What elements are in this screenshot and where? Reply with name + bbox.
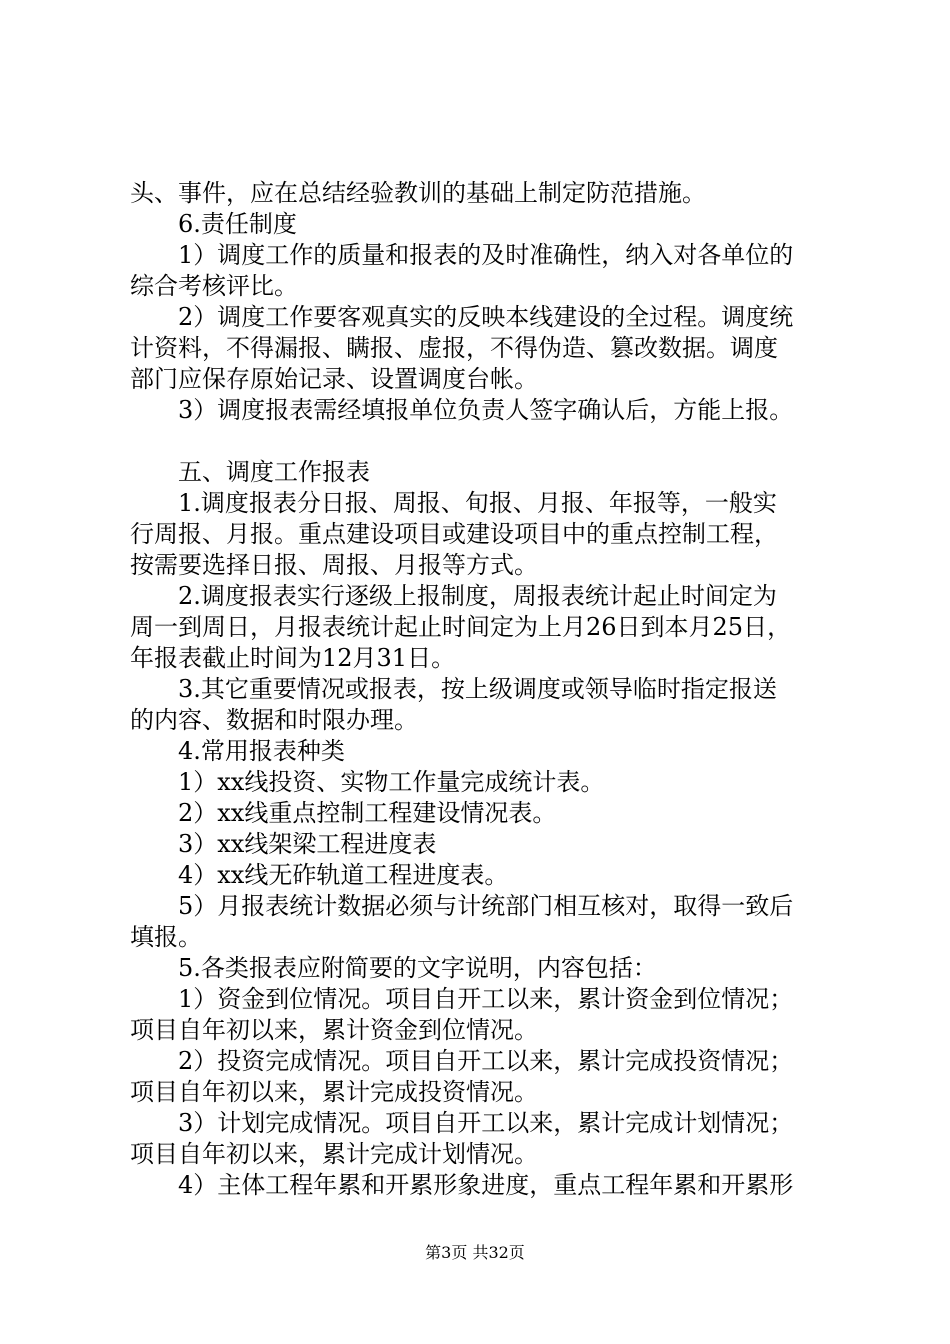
text-line: 2）调度工作要客观真实的反映本线建设的全过程。调度统 [178,303,794,331]
text-line: 按需要选择日报、周报、月报等方式。 [130,551,538,579]
text-line: 项目自年初以来，累计资金到位情况。 [130,1016,538,1044]
text-line: 的内容、数据和时限办理。 [130,706,418,734]
list-item: 5）月报表统计数据必须与计统部门相互核对，取得一致后 [178,892,794,920]
list-item: 2）投资完成情况。项目自开工以来，累计完成投资情况； [178,1047,794,1075]
text-line: 周一到周日，月报表统计起止时间定为上月26日到本月25日， [130,613,792,641]
text-line: 3）调度报表需经填报单位负责人签字确认后，方能上报。 [178,396,794,424]
paragraph-gap [130,426,830,457]
text-line: 2.调度报表实行逐级上报制度，周报表统计起止时间定为 [178,582,777,610]
page-footer: 第3页 共32页 [425,1243,525,1262]
list-item: 1）xx线投资、实物工作量完成统计表。 [178,768,605,796]
list-item: 1）资金到位情况。项目自开工以来，累计资金到位情况； [178,985,794,1013]
list-item: 3）xx线架梁工程进度表 [178,830,437,858]
text-line: 3.其它重要情况或报表，按上级调度或领导临时指定报送 [178,675,777,703]
list-item: 4）主体工程年累和开累形象进度，重点工程年累和开累形 [178,1171,794,1199]
section-heading: 4.常用报表种类 [178,737,345,765]
section-heading: 5.各类报表应附简要的文字说明，内容包括： [178,954,657,982]
chapter-heading: 五、调度工作报表 [178,458,370,486]
text-line: 项目自年初以来，累计完成计划情况。 [130,1140,538,1168]
text-line: 头、事件，应在总结经验教训的基础上制定防范措施。 [130,179,706,207]
list-item: 4）xx线无砟轨道工程进度表。 [178,861,509,889]
body-text [130,178,830,1201]
text-line: 部门应保存原始记录、设置调度台帐。 [130,365,538,393]
text-line: 填报。 [130,923,202,951]
section-heading: 6.责任制度 [178,210,297,238]
list-item: 2）xx线重点控制工程建设情况表。 [178,799,557,827]
text-line: 1.调度报表分日报、周报、旬报、月报、年报等，一般实 [178,489,777,517]
text-line: 1）调度工作的质量和报表的及时准确性，纳入对各单位的 [178,241,794,269]
text-line: 项目自年初以来，累计完成投资情况。 [130,1078,538,1106]
text-line: 年报表截止时间为12月31日。 [130,644,456,672]
text-line: 综合考核评比。 [130,272,298,300]
text-line: 计资料，不得漏报、瞒报、虚报，不得伪造、篡改数据。调度 [130,334,778,362]
text-line: 行周报、月报。重点建设项目或建设项目中的重点控制工程， [130,520,778,548]
list-item: 3）计划完成情况。项目自开工以来，累计完成计划情况； [178,1109,794,1137]
